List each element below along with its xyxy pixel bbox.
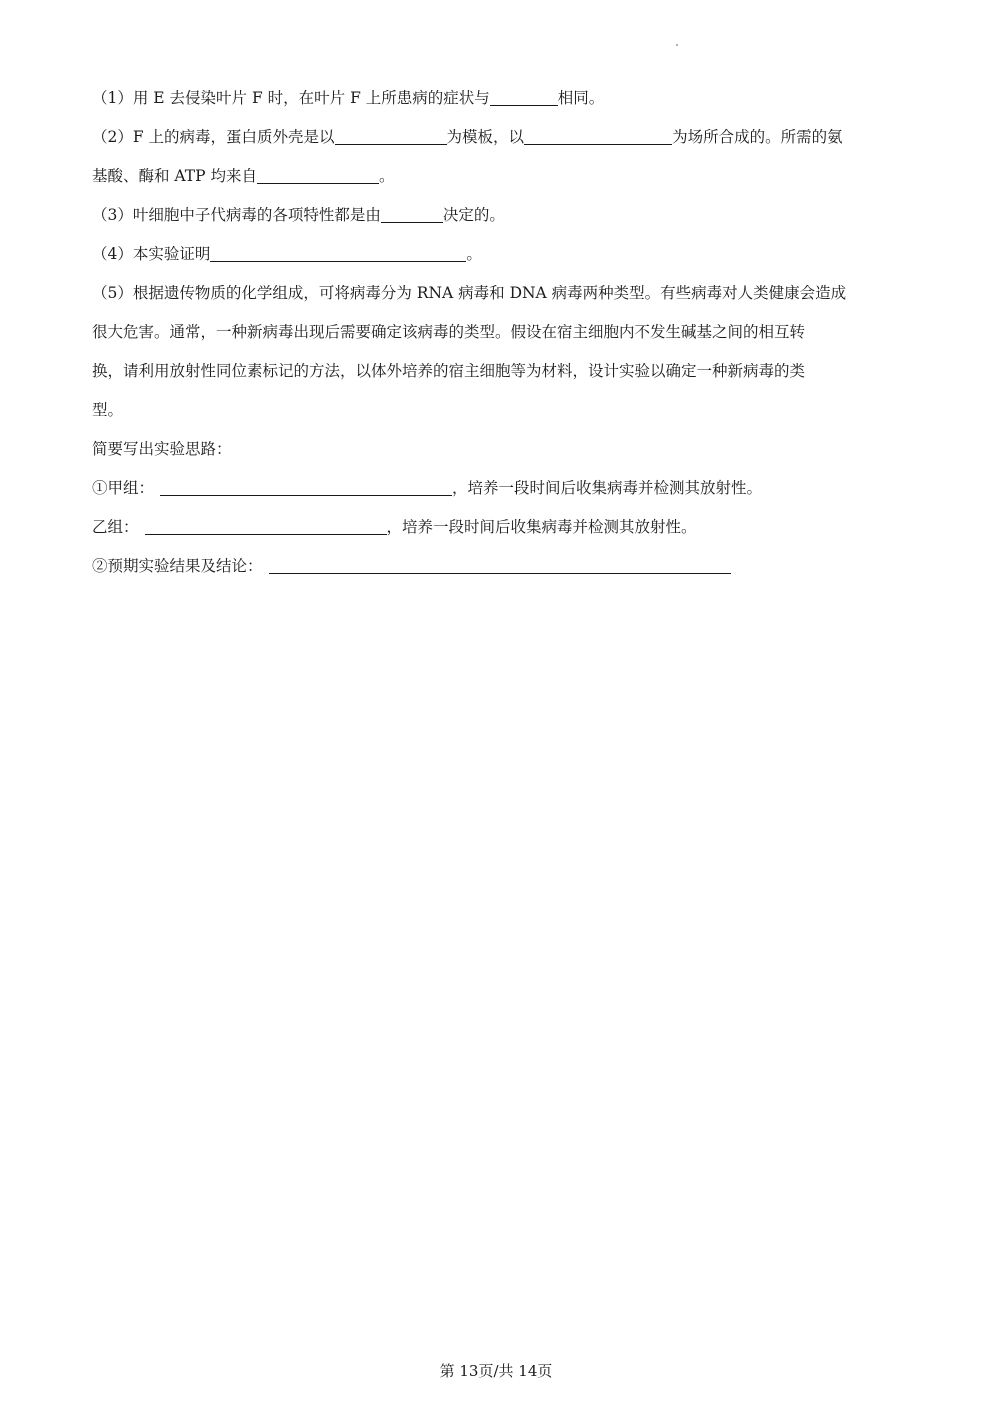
q3-tail: 决定的。 bbox=[442, 206, 505, 224]
q2-text-b: 为模板，以 bbox=[446, 128, 525, 146]
q2-text-e: 。 bbox=[378, 167, 395, 185]
group-a-label: ①甲组： bbox=[92, 479, 155, 497]
q4-answer-blank[interactable] bbox=[210, 246, 466, 263]
q2-text-d: 基酸、酶和 ATP 均来自 bbox=[92, 167, 257, 185]
result-label: ②预期实验结果及结论： bbox=[92, 557, 263, 575]
q2-answer-blank-3[interactable] bbox=[257, 168, 379, 185]
result-answer-blank[interactable] bbox=[269, 558, 731, 575]
question-5-line-1: （5）根据遗传物质的化学组成，可将病毒分为 RNA 病毒和 DNA 病毒两种类型。有些病毒对人类健康会造成 bbox=[92, 284, 847, 302]
q2-text-a: （2）F 上的病毒，蛋白质外壳是以 bbox=[92, 128, 335, 146]
q4-text: （4）本实验证明 bbox=[92, 245, 211, 263]
q1-tail: 相同。 bbox=[557, 89, 605, 107]
question-2-line-2 bbox=[92, 164, 394, 186]
q3-answer-blank[interactable] bbox=[381, 207, 443, 224]
result-line bbox=[92, 554, 731, 576]
design-heading: 简要写出实验思路： bbox=[92, 440, 232, 458]
question-4 bbox=[92, 242, 482, 264]
question-1 bbox=[92, 86, 604, 108]
page-footer: 第 13页/共 14页 bbox=[439, 1362, 553, 1380]
q2-answer-blank-2[interactable] bbox=[524, 129, 672, 146]
q3-text: （3）叶细胞中子代病毒的各项特性都是由 bbox=[92, 206, 381, 224]
group-b-tail: ，培养一段时间后收集病毒并检测其放射性。 bbox=[386, 518, 697, 536]
question-3 bbox=[92, 203, 505, 225]
question-5-line-4: 型。 bbox=[92, 401, 124, 419]
question-5-line-2: 很大危害。通常，一种新病毒出现后需要确定该病毒的类型。假设在宿主细胞内不发生碱基之间的相互转 bbox=[92, 323, 806, 341]
group-b-answer-blank[interactable] bbox=[145, 519, 387, 536]
scan-dot bbox=[676, 44, 678, 46]
q1-text: （1）用 E 去侵染叶片 F 时，在叶片 F 上所患病的症状与 bbox=[92, 89, 490, 107]
q1-answer-blank[interactable] bbox=[490, 90, 558, 107]
group-a-answer-blank[interactable] bbox=[160, 480, 452, 497]
q4-tail: 。 bbox=[466, 245, 482, 263]
group-a-line bbox=[92, 476, 762, 498]
q2-answer-blank-1[interactable] bbox=[335, 129, 447, 146]
q2-text-c: 为场所合成的。所需的氨 bbox=[672, 128, 843, 146]
group-a-tail: ，培养一段时间后收集病毒并检测其放射性。 bbox=[452, 479, 763, 497]
question-2-line-1 bbox=[92, 125, 843, 147]
group-b-line bbox=[92, 515, 697, 537]
group-b-label: 乙组： bbox=[92, 518, 139, 536]
question-5-line-3: 换，请利用放射性同位素标记的方法，以体外培养的宿主细胞等为材料，设计实验以确定一种新病毒的类 bbox=[92, 362, 806, 380]
